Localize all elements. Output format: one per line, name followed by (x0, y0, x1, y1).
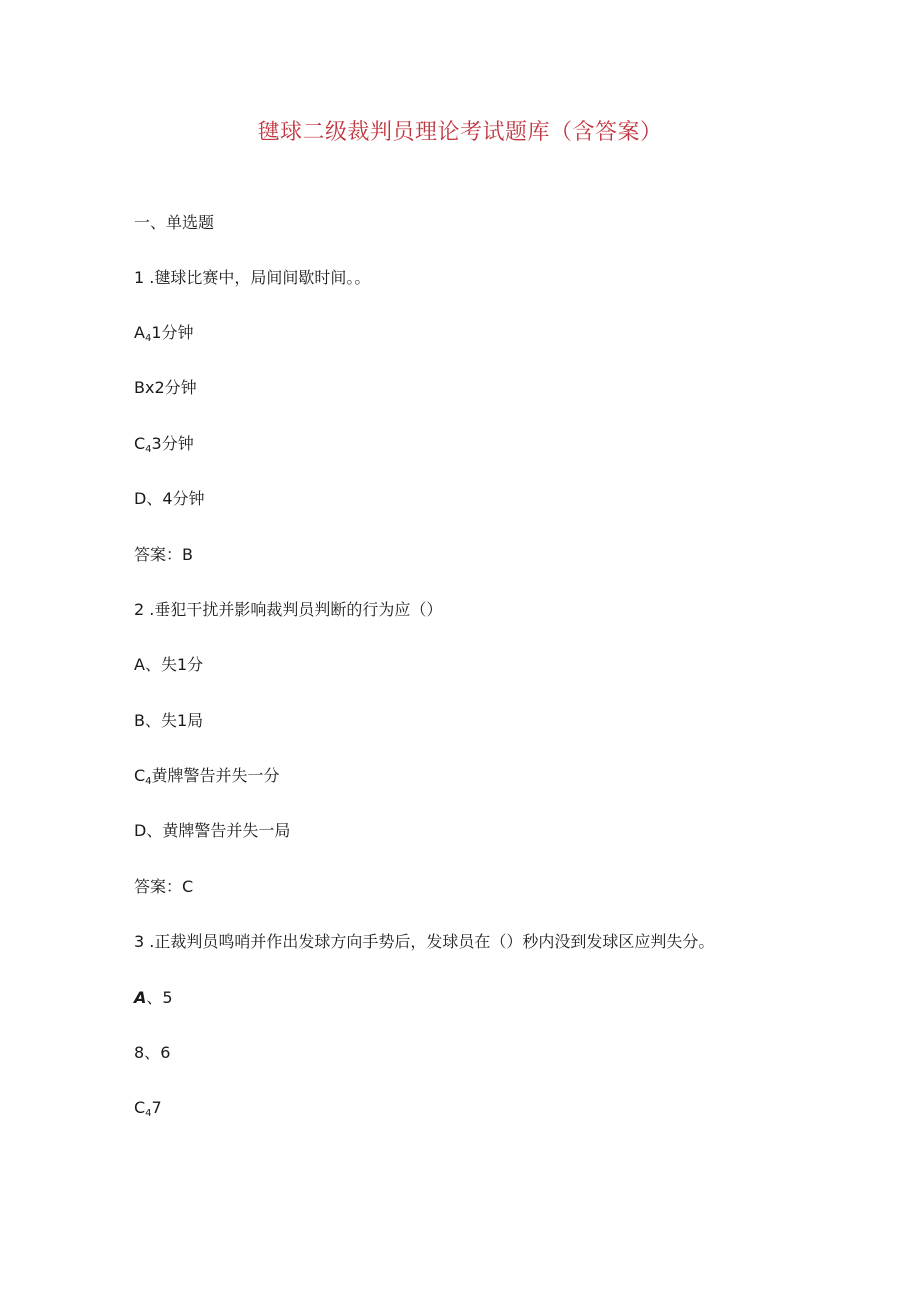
option-letter: A (134, 988, 147, 1007)
option-text: 黄牌警告并失一分 (151, 766, 280, 785)
question-2-option-d (134, 820, 290, 842)
question-3-option-b (134, 1042, 170, 1064)
option-separator: 4 (144, 333, 152, 344)
question-3-option-a (134, 987, 173, 1009)
option-text: 3分钟 (151, 434, 194, 453)
option-letter: C (134, 1098, 146, 1117)
question-1-stem: 1 .毽球比赛中，局间间歇时间。。 (134, 268, 371, 287)
option-letter: C (134, 766, 146, 785)
question-1-option-a (134, 322, 194, 350)
option-separator: 4 (145, 444, 152, 455)
option-letter: 8、 (134, 1043, 161, 1062)
option-letter: B、 (134, 711, 161, 730)
option-letter: A、 (134, 655, 161, 674)
option-text: 2分钟 (154, 378, 197, 397)
question-2-option-b (134, 710, 203, 732)
option-text: 失1局 (160, 711, 204, 730)
question-1-option-d (134, 488, 205, 510)
section-heading: 一、单选题 (134, 213, 215, 232)
question-1-option-c (134, 433, 194, 461)
question-2-option-a (134, 654, 203, 676)
option-text: 失1分 (160, 655, 204, 674)
option-separator: 4 (145, 1108, 152, 1119)
option-letter: Bx (134, 378, 155, 397)
option-letter: D、 (134, 821, 163, 840)
option-text: 4分钟 (162, 489, 205, 508)
question-2-stem: 2 .垂犯干扰并影响裁判员判断的行为应（） (134, 600, 443, 619)
option-text: 黄牌警告并失一局 (162, 821, 291, 840)
document-title: 毽球二级裁判员理论考试题库（含答案） (257, 120, 663, 145)
option-letter: A (134, 323, 145, 342)
option-text: 1分钟 (151, 323, 194, 342)
question-1-option-b (134, 377, 197, 399)
option-letter: C (134, 434, 146, 453)
option-text: 5 (162, 988, 173, 1007)
option-text: 6 (160, 1043, 171, 1062)
option-separator: 4 (145, 776, 152, 787)
option-letter: D、 (134, 489, 163, 508)
option-separator: 、 (146, 988, 163, 1007)
question-3-option-c (134, 1097, 162, 1125)
question-2-option-c (134, 765, 280, 793)
question-2-answer: 答案：C (134, 877, 194, 896)
option-text: 7 (151, 1098, 162, 1117)
question-1-answer: 答案：B (134, 545, 193, 564)
question-3-stem: 3 .正裁判员鸣哨并作出发球方向手势后，发球员在（）秒内没到发球区应判失分。 (134, 932, 715, 951)
